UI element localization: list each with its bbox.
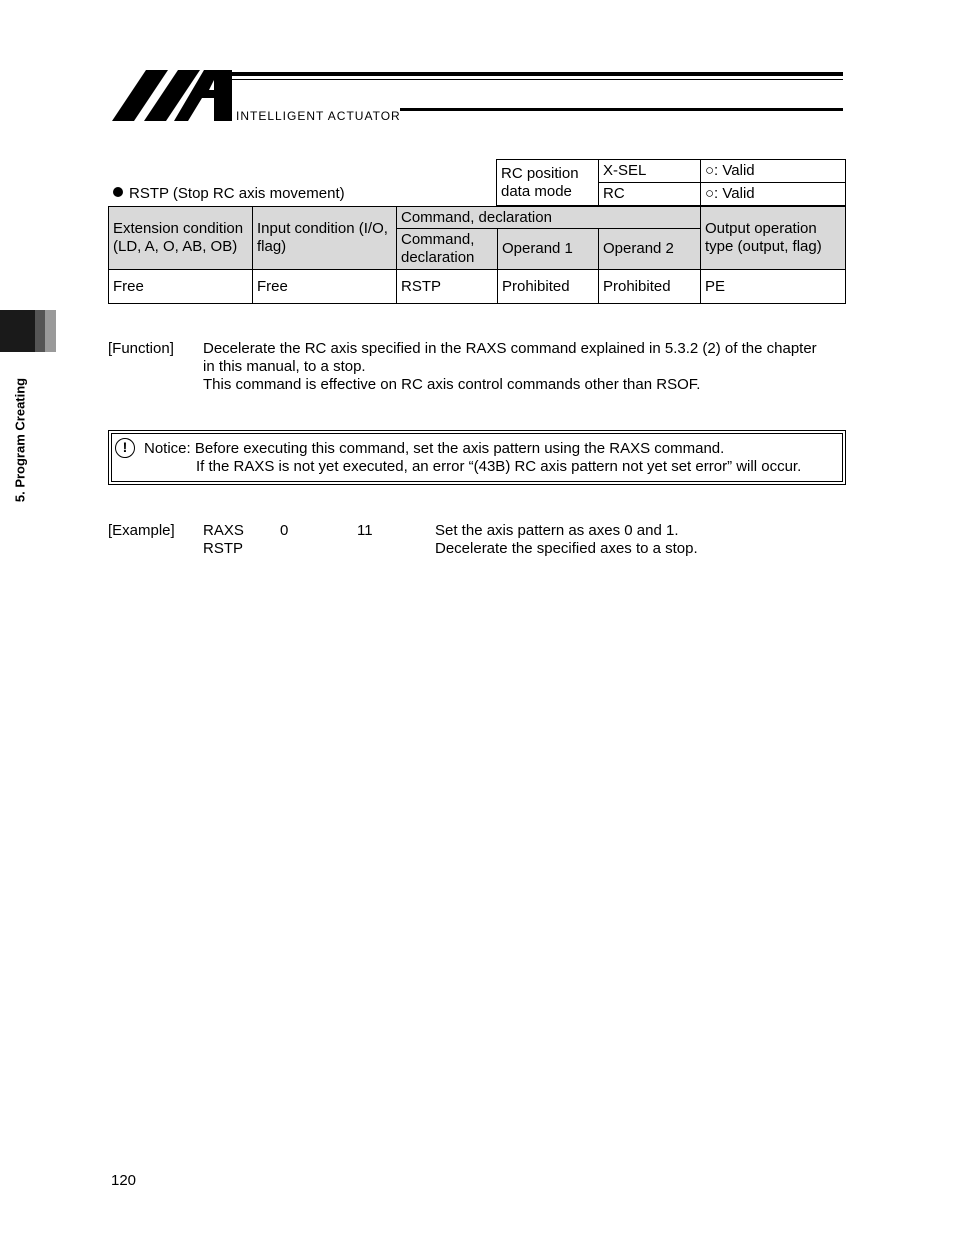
mode-status: ○: Valid [701, 183, 846, 206]
example-operand2: 11 [357, 522, 373, 539]
company-logo [110, 68, 235, 122]
example-label: [Example] [108, 522, 175, 539]
bullet-icon [113, 187, 123, 197]
side-tab-block [0, 310, 35, 352]
function-text [203, 340, 848, 394]
exclamation-icon: ! [115, 438, 135, 458]
header-operand1: Operand 1 [498, 229, 599, 270]
cell-extension-condition: Free [109, 270, 253, 304]
mode-table [496, 159, 846, 206]
command-table [108, 206, 846, 304]
example-command: RAXS [203, 522, 244, 539]
mode-label: RC position data mode [497, 160, 599, 206]
header-rule-low [400, 108, 843, 111]
notice-line: Notice: Before executing this command, set the axis pattern using the RAXS command. [144, 440, 725, 457]
header-output: Output operation type (output, flag) [701, 207, 846, 270]
side-tab-block [45, 310, 56, 352]
side-tab-block [35, 310, 45, 352]
header-input-condition: Input condition (I/O, flag) [253, 207, 397, 270]
mode-status: ○: Valid [701, 160, 846, 183]
notice-line: If the RAXS is not yet executed, an error “(43B) RC axis pattern not yet set error” will occur. [196, 458, 802, 475]
header-command: Command, declaration [397, 229, 498, 270]
example-operand1: 0 [280, 522, 289, 539]
cell-output: PE [701, 270, 846, 304]
header-rule-thin [232, 79, 843, 80]
header-rule-thick [232, 72, 843, 76]
header-operand2: Operand 2 [599, 229, 701, 270]
cell-command: RSTP [397, 270, 498, 304]
example-comment: Set the axis pattern as axes 0 and 1. [435, 522, 679, 539]
header-command-group: Command, declaration [397, 207, 701, 229]
section-title-text: RSTP (Stop RC axis movement) [129, 185, 345, 202]
cell-operand2: Prohibited [599, 270, 701, 304]
cell-operand1: Prohibited [498, 270, 599, 304]
example-comment: Decelerate the specified axes to a stop. [435, 540, 698, 557]
brand-text: INTELLIGENT ACTUATOR [236, 109, 401, 123]
function-label: [Function] [108, 340, 174, 357]
example-command: RSTP [203, 540, 244, 557]
cell-input-condition: Free [253, 270, 397, 304]
function-line: in this manual, to a stop. [203, 358, 366, 375]
function-line: Decelerate the RC axis specified in the RAXS command explained in 5.3.2 (2) of the chapter [203, 340, 817, 357]
section-title [113, 185, 345, 202]
header-extension-condition: Extension condition (LD, A, O, AB, OB) [109, 207, 253, 270]
function-line: This command is effective on RC axis control commands other than RSOF. [203, 376, 701, 393]
page-number: 120 [111, 1172, 137, 1189]
chapter-label: 5. Program Creating [12, 377, 28, 503]
mode-system: RC [599, 183, 701, 206]
mode-system: X-SEL [599, 160, 701, 183]
